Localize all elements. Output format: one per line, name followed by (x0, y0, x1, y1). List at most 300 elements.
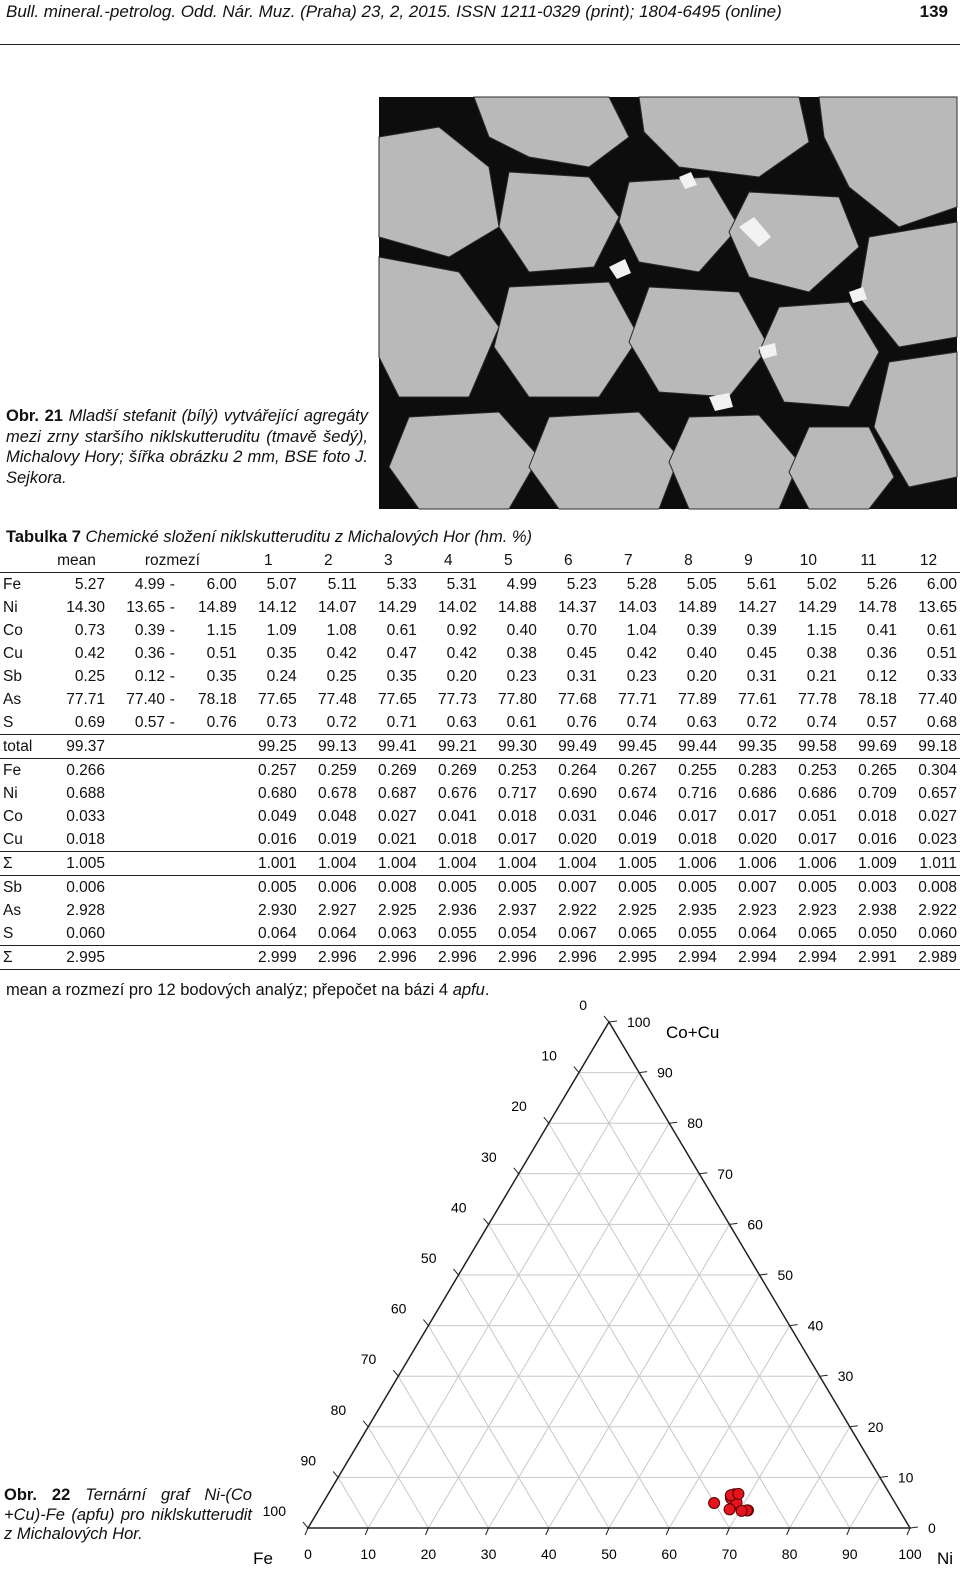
table-cell: 13.65 (918, 598, 957, 616)
table-cell: 0.264 (540, 759, 600, 783)
table-note-apfu: apfu (452, 981, 485, 999)
table-cell: 0.018 (438, 830, 477, 848)
table-cell (108, 782, 168, 805)
table-cell: 2.996 (420, 946, 480, 970)
table-cell: 0.259 (300, 759, 360, 783)
table-cell: 99.41 (360, 735, 420, 759)
table-cell: 2.930 (257, 901, 297, 919)
table-cell: 0.065 (798, 924, 837, 942)
table-cell: 0.73 (74, 621, 106, 639)
table-cell: 0.61 (506, 713, 537, 731)
table-cell (168, 946, 180, 970)
table-cell: 0.005 (600, 876, 660, 900)
table-cell (180, 782, 240, 805)
table-cell: 0.018 (498, 807, 537, 825)
table-cell: 0.676 (438, 784, 477, 802)
left-tick-label: 80 (330, 1401, 347, 1418)
table-cell: 5.26 (866, 575, 897, 593)
table-cell: 0.016 (257, 830, 297, 848)
table-cell: 1.009 (840, 852, 900, 876)
table-cell (180, 946, 240, 970)
table-cell: 1.004 (420, 852, 480, 876)
table-cell: 5.07 (266, 575, 297, 593)
table-cell: 14.29 (378, 598, 417, 616)
table-cell: 0.055 (438, 924, 477, 942)
table-cell: 1.09 (266, 621, 297, 639)
table-cell: 1.006 (720, 852, 780, 876)
column-header: 12 (900, 549, 960, 573)
table-cell: 0.008 (900, 876, 960, 900)
bottom-tick-label: 0 (304, 1546, 312, 1562)
table-cell: 0.71 (386, 713, 417, 731)
table-cell: 0.067 (558, 924, 597, 942)
table-row (0, 922, 960, 946)
table-body (0, 573, 960, 970)
right-tick-label: 0 (928, 1520, 936, 1536)
table-cell: 0.005 (780, 876, 840, 900)
table-cell: 0.255 (660, 759, 720, 783)
table-cell: 2.923 (798, 901, 837, 919)
table-cell: 0.017 (738, 807, 777, 825)
table-cell (108, 922, 168, 946)
table-cell: 0.76 (566, 713, 597, 731)
table-cell: 2.936 (438, 901, 477, 919)
table-cell: Ni (3, 598, 18, 616)
table-cell: 0.041 (438, 807, 477, 825)
right-tick (820, 1375, 828, 1376)
grid-line (459, 1275, 610, 1528)
left-tick (363, 1421, 368, 1427)
left-tick-label: 0 (579, 997, 587, 1013)
table-cell: 2.925 (378, 901, 417, 919)
table-7-title (6, 528, 532, 547)
table-cell: 0.020 (738, 830, 777, 848)
table-cell: 0.060 (918, 924, 957, 942)
table-cell: 0.70 (566, 621, 597, 639)
table-cell: 2.922 (918, 901, 957, 919)
table-cell: 77.40 (918, 690, 957, 708)
table-cell: 0.72 (326, 713, 357, 731)
right-tick (699, 1173, 707, 1174)
column-header: 5 (480, 549, 540, 573)
journal-citation: Bull. mineral.-petrolog. Odd. Nár. Muz. (Praha) 23, 2, 2015. ISSN 1211-0329 (print); 1804-6495 (online) (6, 2, 782, 21)
table-cell: Co (3, 807, 23, 825)
table-cell: 2.938 (858, 901, 897, 919)
table-cell (180, 759, 240, 783)
bottom-tick-label: 60 (661, 1546, 677, 1562)
table-cell: 2.996 (540, 946, 600, 970)
table-cell: 2.927 (318, 901, 357, 919)
table-cell: 99.25 (240, 735, 300, 759)
table-cell: 5.27 (74, 575, 106, 593)
table-cell (168, 899, 180, 922)
table-cell: 0.709 (858, 784, 897, 802)
table-cell: 1.004 (300, 852, 360, 876)
table-cell (108, 876, 168, 900)
table-cell: 0.005 (480, 876, 540, 900)
table-row (0, 573, 960, 597)
table-cell: 0.048 (318, 807, 357, 825)
table-cell (108, 759, 168, 783)
table-cell: 2.991 (840, 946, 900, 970)
table-cell: 4.99 (134, 575, 166, 593)
table-cell: - (169, 644, 175, 662)
table-cell: 0.054 (498, 924, 537, 942)
table-cell: 0.72 (746, 713, 777, 731)
page-number: 139 (919, 2, 948, 21)
table-cell: 77.61 (738, 690, 777, 708)
table-cell (108, 852, 168, 876)
table-cell: 0.257 (240, 759, 300, 783)
table-cell: 0.33 (926, 667, 957, 685)
table-cell: 2.989 (900, 946, 960, 970)
table-cell: 5.05 (686, 575, 717, 593)
bottom-tick (666, 1528, 669, 1535)
table-cell: 0.064 (257, 924, 297, 942)
table-cell: 0.38 (806, 644, 837, 662)
figure-22-caption (4, 1486, 252, 1545)
right-tick (790, 1325, 798, 1326)
right-tick (609, 1021, 617, 1022)
table-cell: 77.89 (678, 690, 717, 708)
table-cell: 0.005 (420, 876, 480, 900)
table-cell (108, 946, 168, 970)
table-cell: 0.006 (300, 876, 360, 900)
table-cell: 1.006 (660, 852, 720, 876)
table-cell: 5.31 (446, 575, 477, 593)
table-cell (168, 852, 180, 876)
table-cell: 6.00 (206, 575, 237, 593)
table-cell: As (3, 901, 22, 919)
table-cell: 2.996 (480, 946, 540, 970)
grid-line (398, 1376, 488, 1528)
table-cell: Sb (0, 876, 48, 900)
table-cell: 5.28 (626, 575, 657, 593)
table-cell: 0.018 (678, 830, 717, 848)
table-cell: 99.21 (420, 735, 480, 759)
data-point (709, 1497, 720, 1508)
table-cell: 77.68 (558, 690, 597, 708)
table-cell: 2.925 (618, 901, 657, 919)
table-cell: 0.064 (318, 924, 357, 942)
table-cell: - (169, 621, 175, 639)
table-cell: 1.006 (780, 852, 840, 876)
table-row (0, 665, 960, 688)
right-tick-label: 50 (777, 1267, 794, 1283)
table-cell: 99.69 (840, 735, 900, 759)
table-cell: 0.23 (506, 667, 537, 685)
table-cell: S (3, 924, 14, 942)
table-row (0, 805, 960, 828)
table-cell: 0.38 (506, 644, 537, 662)
table-cell: 0.686 (798, 784, 837, 802)
table-cell: 2.999 (240, 946, 300, 970)
table-cell: 99.49 (540, 735, 600, 759)
table-cell: 2.928 (66, 901, 106, 919)
table-cell: 0.253 (780, 759, 840, 783)
bottom-tick-label: 70 (721, 1546, 738, 1562)
table-cell: 2.994 (660, 946, 720, 970)
table-cell: 0.027 (378, 807, 417, 825)
table-cell: 2.995 (600, 946, 660, 970)
bottom-tick (907, 1528, 910, 1535)
table-cell: 5.33 (386, 575, 417, 593)
table-cell: 0.687 (378, 784, 417, 802)
table-cell: 0.61 (386, 621, 417, 639)
bottom-tick-label: 50 (601, 1546, 617, 1562)
table-cell: 1.15 (206, 621, 237, 639)
column-header: 2 (300, 549, 360, 573)
table-cell: 77.78 (798, 690, 837, 708)
table-cell (168, 828, 180, 852)
table-cell: Fe (3, 575, 22, 593)
table-cell: 14.12 (257, 598, 297, 616)
table-cell: 1.004 (540, 852, 600, 876)
table-cell: 0.253 (480, 759, 540, 783)
right-tick-label: 20 (867, 1418, 884, 1435)
table-cell: 0.76 (206, 713, 237, 731)
table-cell: 1.004 (480, 852, 540, 876)
table-cell: 0.36 (134, 644, 166, 662)
table-cell: 1.04 (626, 621, 657, 639)
table-cell: 0.266 (48, 759, 108, 783)
table-cell: 0.20 (686, 667, 717, 685)
table-cell: 0.31 (566, 667, 597, 685)
table-cell: 2.935 (678, 901, 717, 919)
table-cell: 2.994 (780, 946, 840, 970)
table-cell: 0.686 (738, 784, 777, 802)
table-cell: 77.48 (318, 690, 357, 708)
bottom-tick (365, 1528, 368, 1535)
table-cell: 0.055 (678, 924, 717, 942)
table-cell: Fe (0, 759, 48, 783)
table-cell: 0.016 (858, 830, 897, 848)
table-cell (180, 852, 240, 876)
figure-21-text: Mladší stefanit (bílý) vytvářející agregáty mezi zrny staršího niklskutteruditu (tmavě šedý), Michalovy Hory; šířka obrázku 2 mm, BSE foto J. Sejkora. (6, 407, 368, 487)
table-cell (180, 828, 240, 852)
table-cell: 0.017 (798, 830, 837, 848)
chemical-composition-table (0, 549, 960, 970)
left-tick-label: 60 (390, 1300, 407, 1317)
table-cell: 1.005 (600, 852, 660, 876)
table-cell: 0.716 (678, 784, 717, 802)
table-cell: 0.68 (926, 713, 957, 731)
left-tick-label: 30 (481, 1148, 497, 1165)
table-cell: 2.994 (720, 946, 780, 970)
table-cell: 0.007 (720, 876, 780, 900)
left-tick (393, 1370, 398, 1376)
table-cell: 0.018 (66, 830, 106, 848)
bottom-tick (847, 1528, 850, 1535)
table-cell: 0.049 (257, 807, 297, 825)
table-cell: 0.51 (926, 644, 957, 662)
table-cell (168, 876, 180, 900)
table-cell (168, 735, 180, 759)
table-cell: 14.89 (678, 598, 717, 616)
table-header-row (0, 549, 960, 573)
table-cell: 14.89 (197, 598, 237, 616)
right-tick (850, 1426, 858, 1427)
table-cell: 5.23 (566, 575, 597, 593)
right-tick-label: 80 (687, 1115, 703, 1132)
bottom-tick (606, 1528, 609, 1535)
table-7-note (6, 981, 489, 1000)
right-tick-label: 40 (807, 1317, 824, 1334)
header-rule (0, 44, 960, 45)
table-cell: 0.74 (626, 713, 657, 731)
table-cell: 0.674 (618, 784, 657, 802)
column-header: 11 (840, 549, 900, 573)
table-cell: 0.35 (206, 667, 237, 685)
apex-label-right: Ni (936, 1549, 954, 1568)
left-tick (514, 1168, 519, 1174)
bottom-tick (305, 1528, 308, 1535)
table-cell: 0.717 (498, 784, 537, 802)
table-cell: 2.922 (558, 901, 597, 919)
table-cell: 0.033 (66, 807, 106, 825)
table-cell: 0.61 (926, 621, 957, 639)
table-cell: 0.005 (240, 876, 300, 900)
table-cell: 0.006 (48, 876, 108, 900)
table-cell: 0.657 (918, 784, 957, 802)
left-tick-label: 40 (451, 1199, 467, 1216)
right-tick (639, 1072, 647, 1073)
table-cell: - (169, 690, 175, 708)
table-cell: 99.30 (480, 735, 540, 759)
column-header: rozmezí (108, 549, 240, 573)
column-header: mean (48, 549, 108, 573)
table-cell: 0.25 (326, 667, 357, 685)
table-cell: - (169, 713, 175, 731)
table-7-label: Tabulka 7 (6, 528, 81, 546)
table-row (0, 782, 960, 805)
bottom-tick (726, 1528, 729, 1535)
table-cell: 0.36 (866, 644, 897, 662)
table-cell: 77.65 (257, 690, 297, 708)
table-cell: 0.064 (738, 924, 777, 942)
right-tick-label: 60 (747, 1216, 763, 1233)
table-cell: total (0, 735, 48, 759)
grid-line (519, 1174, 730, 1528)
table-cell: 14.78 (858, 598, 897, 616)
grid-line (338, 1477, 368, 1528)
table-cell: 5.61 (746, 575, 777, 593)
table-cell: 1.001 (240, 852, 300, 876)
table-cell: 0.63 (686, 713, 717, 731)
table-cell: 78.18 (858, 690, 897, 708)
table-cell: 77.65 (378, 690, 417, 708)
column-header: 9 (720, 549, 780, 573)
right-tick (910, 1527, 918, 1528)
table-cell: 0.019 (318, 830, 357, 848)
table-cell: 0.12 (866, 667, 897, 685)
right-tick (669, 1122, 677, 1123)
table-row (0, 642, 960, 665)
table-row (0, 619, 960, 642)
right-tick (880, 1476, 888, 1477)
table-cell: 4.99 (506, 575, 537, 593)
table-cell: 0.63 (446, 713, 477, 731)
table-cell: 0.40 (686, 644, 717, 662)
table-cell: 0.688 (66, 784, 106, 802)
table-cell: 0.304 (900, 759, 960, 783)
table-cell: 5.02 (806, 575, 837, 593)
table-cell: 5.11 (327, 575, 357, 593)
table-cell: 0.20 (446, 667, 477, 685)
right-tick-label: 10 (897, 1469, 914, 1486)
table-cell: 99.44 (660, 735, 720, 759)
bottom-tick-label: 40 (541, 1546, 557, 1562)
bottom-tick-label: 100 (898, 1546, 922, 1562)
table-cell (168, 782, 180, 805)
bottom-tick (787, 1528, 790, 1535)
table-cell: 0.42 (626, 644, 657, 662)
table-cell: 0.39 (134, 621, 166, 639)
table-row (0, 946, 960, 970)
figure-21-label: Obr. 21 (6, 407, 63, 425)
table-cell: 14.37 (558, 598, 597, 616)
table-cell: 0.25 (74, 667, 106, 685)
left-tick (303, 1522, 308, 1528)
table-cell: 0.020 (558, 830, 597, 848)
table-row (0, 759, 960, 783)
table-cell: 0.73 (266, 713, 297, 731)
table-cell: Σ (0, 852, 48, 876)
table-cell: 99.13 (300, 735, 360, 759)
table-cell: 0.065 (618, 924, 657, 942)
right-tick-label: 100 (627, 1014, 651, 1030)
table-cell: 0.31 (746, 667, 777, 685)
left-tick (544, 1117, 549, 1123)
data-point (724, 1504, 735, 1515)
right-tick-label: 90 (657, 1064, 673, 1081)
column-header: 7 (600, 549, 660, 573)
table-cell: 0.005 (660, 876, 720, 900)
table-cell: 77.73 (438, 690, 477, 708)
table-cell: - (169, 575, 175, 593)
table-cell: 0.45 (566, 644, 597, 662)
table-cell: 0.265 (840, 759, 900, 783)
table-row (0, 828, 960, 852)
bse-photo (379, 97, 957, 509)
table-cell: 99.58 (780, 735, 840, 759)
ternary-chart (250, 997, 960, 1568)
table-cell: 0.57 (134, 713, 166, 731)
table-cell: 0.031 (558, 807, 597, 825)
table-cell: 0.007 (540, 876, 600, 900)
table-cell (168, 759, 180, 783)
table-cell: Sb (3, 667, 22, 685)
table-cell: 0.021 (378, 830, 417, 848)
bottom-tick-label: 80 (781, 1546, 798, 1562)
table-cell: 0.680 (257, 784, 297, 802)
table-cell: 0.051 (798, 807, 837, 825)
column-header: 8 (660, 549, 720, 573)
apex-label-left: Fe (253, 1549, 273, 1568)
column-header: 3 (360, 549, 420, 573)
table-cell (168, 805, 180, 828)
table-cell: 14.07 (318, 598, 357, 616)
bottom-tick (546, 1528, 549, 1535)
bottom-tick (486, 1528, 489, 1535)
table-cell: 0.41 (866, 621, 897, 639)
table-cell: 0.060 (66, 924, 106, 942)
table-cell (168, 922, 180, 946)
table-cell: 2.995 (48, 946, 108, 970)
table-cell: 0.018 (858, 807, 897, 825)
figure-22-label: Obr. 22 (4, 1486, 71, 1504)
column-header (0, 549, 48, 573)
